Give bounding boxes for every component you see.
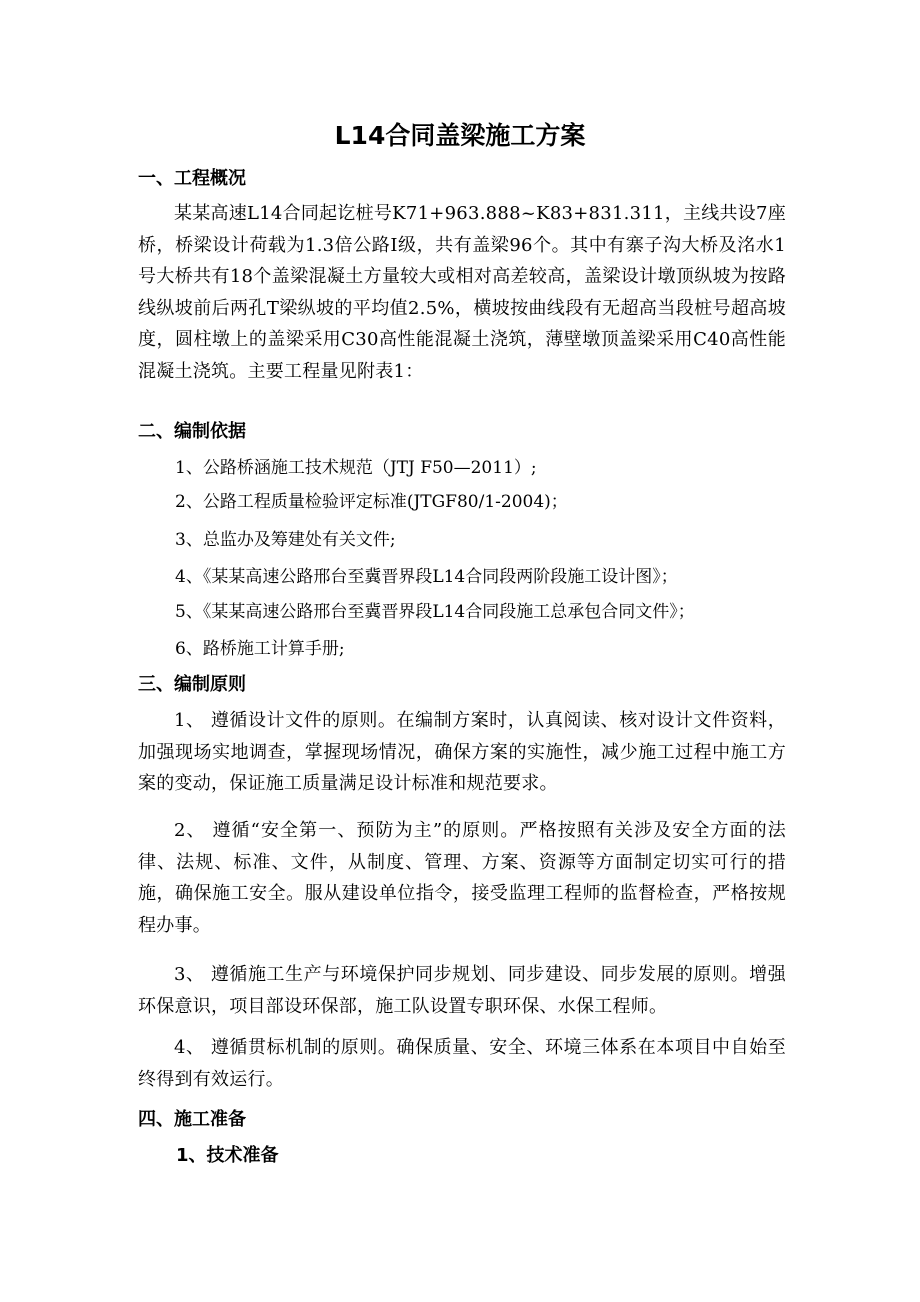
basis-item-5: 5、《某某高速公路邢台至冀晋界段L14合同段施工总承包合同文件》； xyxy=(175,602,695,622)
basis-item-6: 6、路桥施工计算手册; xyxy=(175,639,345,659)
basis-item-2: 2、公路工程质量检验评定标准(JTGF80/1-2004)； xyxy=(175,492,568,512)
section-heading-preparation: 四、施工准备 xyxy=(138,1109,246,1130)
section-heading-principles: 三、编制原则 xyxy=(138,674,246,695)
overview-paragraph: 某某高速L14合同起讫桩号K71+963.888~K83+831.311，主线共设7座桥，桥梁设计荷载为1.3倍公路Ⅰ级，共有盖梁96个。其中有寨子沟大桥及洺水1号大桥共有18个盖梁混凝土方量较大或相对高差较高，盖梁设计墩顶纵坡为按路线纵坡前后两孔T梁纵坡的平均值2.5%，横坡按曲线段有无超高当段桩号超高坡度，圆柱墩上的盖梁采用C30高性能混凝土浇筑，薄壁墩顶盖梁采用C40高性能混凝土浇筑。主要工程量见附表1： xyxy=(138,203,786,382)
section-heading-basis: 二、编制依据 xyxy=(138,421,246,442)
section-heading-overview: 一、工程概况 xyxy=(138,168,246,189)
basis-item-3: 3、总监办及筹建处有关文件; xyxy=(175,530,396,550)
document-title: L14合同盖梁施工方案 xyxy=(334,121,586,150)
principle-paragraph-3: 3、 遵循施工生产与环境保护同步规划、同步建设、同步发展的原则。增强环保意识，项目部设环保部，施工队设置专职环保、水保工程师。 xyxy=(138,964,786,1017)
principle-paragraph-2: 2、 遵循“安全第一、预防为主”的原则。严格按照有关涉及安全方面的法律、法规、标准、文件，从制度、管理、方案、资源等方面制定切实可行的措施，确保施工安全。服从建设单位指令，接受监理工程师的监督检查，严格按规程办事。 xyxy=(138,820,786,936)
principle-paragraph-4: 4、 遵循贯标机制的原则。确保质量、安全、环境三体系在本项目中自始至终得到有效运行。 xyxy=(138,1037,786,1090)
principle-paragraph-1: 1、 遵循设计文件的原则。在编制方案时，认真阅读、核对设计文件资料，加强现场实地调查，掌握现场情况，确保方案的实施性，减少施工过程中施工方案的变动，保证施工质量满足设计标准和规范要求。 xyxy=(138,710,786,794)
subheading-technical-preparation: 1、技术准备 xyxy=(176,1145,279,1166)
basis-item-1: 1、公路桥涵施工技术规范（JTJ F50—2011）; xyxy=(175,458,537,478)
basis-item-4: 4、《某某高速公路邢台至冀晋界段L14合同段两阶段施工设计图》； xyxy=(175,567,678,587)
